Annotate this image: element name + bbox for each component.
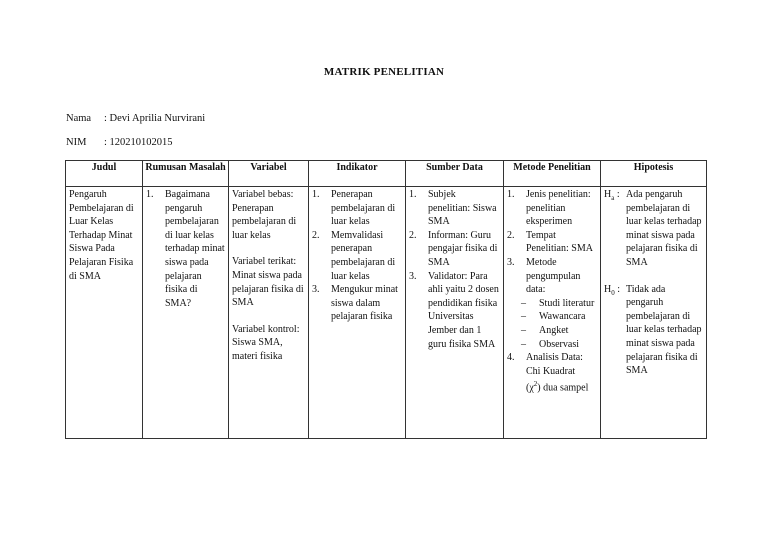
chi-open: (χ [526,382,534,394]
metode-subitem-text: Studi literatur [539,297,595,309]
header-sumber-data: Sumber Data [406,161,504,187]
metode-subitem-text: Angket [539,324,569,336]
variabel-bebas: Variabel bebas: Penerapan pembelajaran di luar kelas [232,189,297,241]
sumber-text: Validator: Para ahli yaitu 2 dosen pendidikan fisika Universitas Jember dan 1 guru fisika SMA [428,270,499,350]
chi-tail: ) dua sampel [537,382,589,394]
research-matrix-table [65,160,707,439]
cell-variabel [229,187,309,439]
indikator-number: 1. [312,189,320,200]
metode-item [507,188,597,229]
metode-text: Metode pengumpulan data: [526,256,581,296]
sumber-number: 2. [409,229,417,241]
metode-number: 4. [507,352,515,364]
rumusan-number: 1. [146,189,154,200]
metode-text: Jenis penelitian: penelitian eksperimen [526,189,591,228]
indikator-item [312,283,402,324]
table-header-row [66,161,707,187]
metode-number: 3. [507,256,515,268]
header-hipotesis: Hipotesis [601,161,707,187]
metode-analysis-text: Analisis Data: Chi Kuadrat [526,352,583,377]
metode-subitem [507,297,597,311]
sumber-number: 3. [409,270,417,282]
metode-item [507,229,597,256]
cell-hipotesis [601,187,707,439]
metode-subitem-text: Wawancara [539,311,586,323]
metode-subitem [507,324,597,338]
metode-number: 2. [507,229,515,241]
nim-label: NIM [66,137,87,148]
indikator-item [312,229,402,283]
judul-text: Pengaruh Pembelajaran di Luar Kelas Terhadap Minat Siswa Pada Pelajaran Fisika di SMA [69,189,134,282]
sumber-item [409,229,500,270]
name-label: Nama [66,113,92,124]
indikator-text: Mengukur minat siswa dalam pelajaran fisika [331,284,398,323]
hypothesis-text: Ada pengaruh pembelajaran di luar kelas terhadap minat siswa pada pelajaran fisika di SMA [626,189,702,268]
page-title: MATRIK PENELITIAN [323,66,445,78]
indikator-text: Memvalidasi penerapan pembelajaran di luar kelas [331,229,396,282]
cell-sumber-data [406,187,504,439]
rumusan-item [146,188,225,310]
sumber-item [409,188,500,229]
nim-row [66,137,173,148]
variabel-terikat: Variabel terikat: Minat siswa pada pelajaran fisika di SMA [232,256,304,309]
metode-number: 1. [507,189,515,200]
name-row [66,113,205,124]
rumusan-text: Bagaimana pengaruh pembelajaran di luar kelas terhadap minat siswa pada pelajaran fisika di SMA? [165,189,225,309]
header-judul: Judul [66,161,143,187]
header-rumusan-masalah: Rumusan Masalah [143,161,229,187]
chi-superscript: 2 [533,380,538,389]
dash-bullet: – [521,311,526,323]
metode-text: Tempat Penelitian: SMA [526,229,593,255]
table-row [66,187,707,439]
header-variabel: Variabel [229,161,309,187]
sumber-text: Informan: Guru pengajar fisika di SMA [428,229,498,268]
variabel-kontrol: Variabel kontrol: Siswa SMA, materi fisika [232,323,300,362]
header-indikator: Indikator [309,161,406,187]
indikator-number: 2. [312,229,320,241]
metode-subitem [507,310,597,324]
dash-bullet: – [521,324,526,336]
dash-bullet: – [521,297,526,309]
header-metode-penelitian: Metode Penelitian [504,161,601,187]
hypothesis-text: Tidak ada pengaruh pembelajaran di luar kelas terhadap minat siswa pada pelajaran fisika di SMA [626,283,702,377]
dash-bullet: – [521,338,526,350]
hypothesis-label: $H_a$ : [604,189,620,202]
indikator-number: 3. [312,284,320,296]
sumber-number: 1. [409,189,417,200]
name-value: : Devi Aprilia Nurvirani [104,113,206,124]
metode-subitem-text: Observasi [539,338,579,350]
cell-judul [66,187,143,439]
hypothesis-alternative [604,188,703,270]
indikator-item [312,188,402,229]
metode-item [507,256,597,297]
sumber-text: Subjek penelitian: Siswa SMA [428,189,497,228]
nim-value: : 120210102015 [104,137,173,148]
cell-metode [504,187,601,439]
hypothesis-null [604,283,703,378]
indikator-text: Penerapan pembelajaran di luar kelas [331,189,396,228]
cell-indikator [309,187,406,439]
metode-subitem [507,338,597,352]
metode-analysis [526,351,597,395]
metode-item [507,351,597,395]
cell-rumusan [143,187,229,439]
sumber-item [409,270,500,352]
hypothesis-label: $H_0$ : [604,283,621,297]
